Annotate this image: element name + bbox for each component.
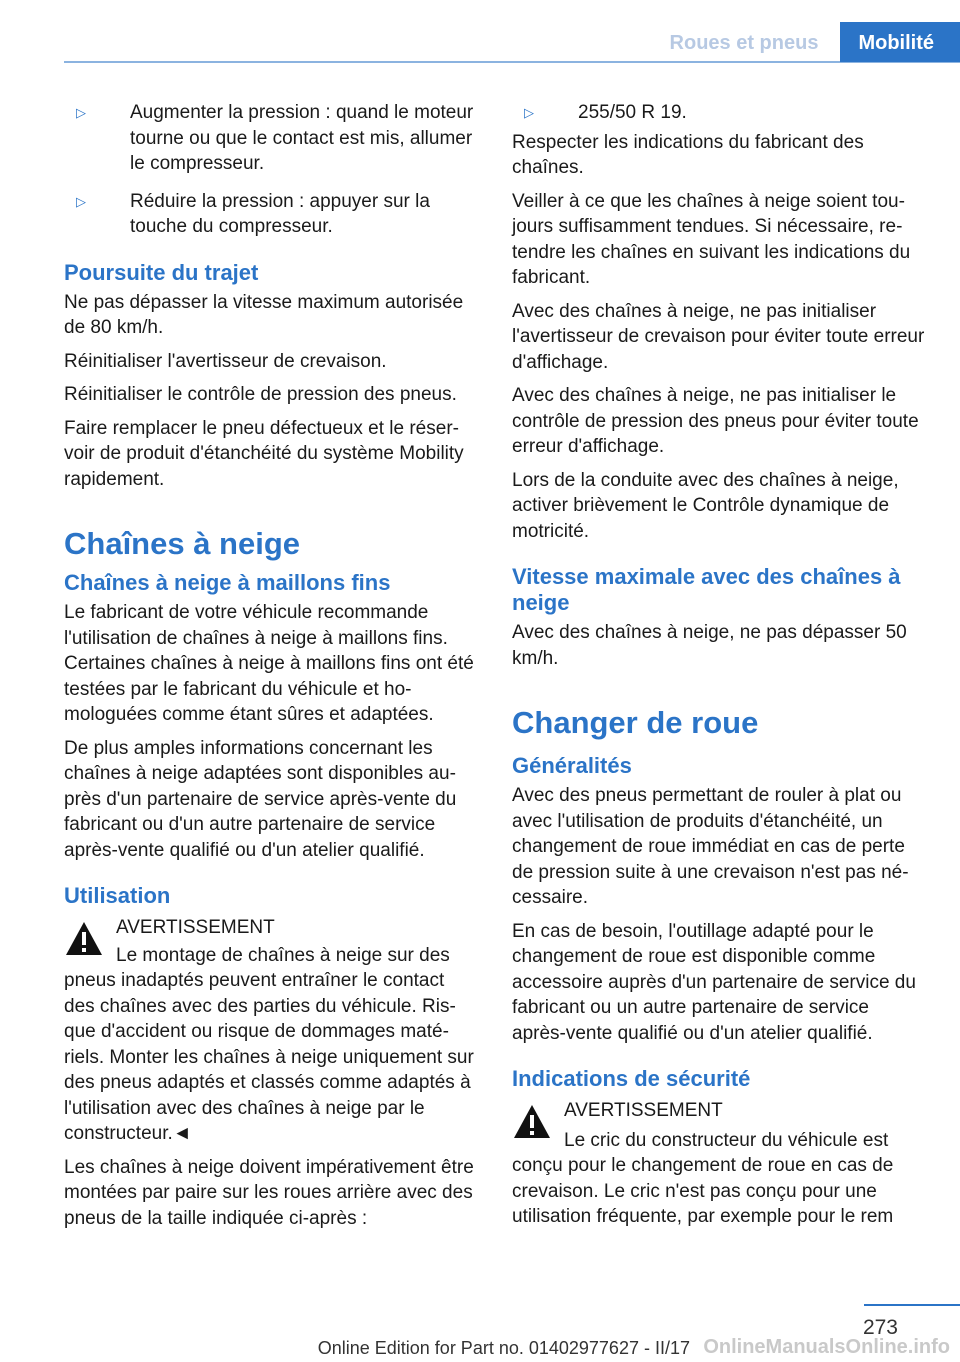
paragraph: Réinitialiser l'avertisseur de crevaison. bbox=[64, 350, 387, 372]
page-number: 273 bbox=[862, 1316, 898, 1339]
paragraph: Respecter les indications du fabricant des chaînes. bbox=[512, 131, 864, 178]
heading-maillons-fins: Chaînes à neige à maillons fins bbox=[64, 570, 391, 595]
triangle-right-icon: ▷ bbox=[76, 193, 86, 209]
paragraph: De plus amples informations concernant les chaînes à neige adaptées sont disponibles auprès d'un partenaire de service après-vente du fabricant ou d'un autre partenaire de service après-vente qualifié ou d'un atelier qualifié. bbox=[64, 737, 457, 861]
section-title-chaines: Chaînes à neige bbox=[64, 526, 301, 561]
warning-triangle-icon bbox=[64, 919, 104, 959]
paragraph: Faire remplacer le pneu défectueux et le réservoir de produit d'étanchéité du système Mobility rapidement. bbox=[64, 417, 464, 490]
paragraph: Avec des chaînes à neige, ne pas dépasser 50 km/h. bbox=[512, 622, 907, 669]
warning-text: Le montage de chaînes à neige sur des pneus inadaptés peuvent entraîner le contact des chaînes avec des parties du véhicule. Risque d'accident ou risque de dommages matériels. Monter les chaînes à neige uniquement sur des pneus adaptés et classés comme adaptés à l'utilisation avec des chaînes à neige par le constructeur.◄ bbox=[64, 944, 474, 1144]
heading-securite: Indications de sécurité bbox=[512, 1066, 751, 1091]
heading-generalites: Généralités bbox=[512, 753, 632, 778]
footer-divider bbox=[864, 1304, 960, 1306]
warning-title: AVERTISSEMENT bbox=[116, 917, 275, 938]
paragraph: Le fabricant de votre véhicule recommande l'utilisation de chaînes à neige à maillons fins. Certaines chaînes à neige à maillons fins ont été testées par le fabricant du véhicule et homologuées comme étant sûres et adaptées. bbox=[64, 602, 474, 725]
warning-block bbox=[64, 915, 480, 941]
paragraph: Lors de la conduite avec des chaînes à neige, activer brièvement le Contrôle dynamique de motricité. bbox=[512, 469, 899, 542]
paragraph: Les chaînes à neige doivent impérativement être montées par paire sur les roues arrière avec des pneus de la taille indiquée ci-après : bbox=[64, 1156, 474, 1229]
warning-triangle-icon bbox=[512, 1102, 552, 1142]
section-title-changer-roue: Changer de roue bbox=[512, 705, 759, 740]
left-column bbox=[64, 100, 480, 1239]
paragraph: Avec des chaînes à neige, ne pas initialiser l'avertisseur de crevaison pour éviter toute erreur d'affichage. bbox=[512, 300, 925, 373]
tab-mobilite[interactable]: Mobilité bbox=[840, 22, 960, 62]
triangle-right-icon: ▷ bbox=[524, 105, 534, 120]
paragraph: Veiller à ce que les chaînes à neige soient toujours suffisamment tendues. Si nécessaire, retendre les chaînes en suivant les indications du fabricant. bbox=[512, 190, 911, 288]
paragraph: Avec des chaînes à neige, ne pas initialiser le contrôle de pression des pneus pour éviter toute erreur d'affichage. bbox=[512, 385, 919, 457]
triangle-right-icon: ▷ bbox=[76, 105, 86, 120]
header-tabs bbox=[648, 22, 960, 62]
paragraph: En cas de besoin, l'outillage adapté pour le changement de roue est disponible comme accessoire auprès d'un partenaire de service du fabricant ou un autre partenaire de service après-vente qualifié ou d'un atelier qualifié. bbox=[512, 920, 916, 1044]
paragraph: Ne pas dépasser la vitesse maximum autorisée de 80 km/h. bbox=[64, 291, 464, 338]
list-item: ▷ 255/50 R 19. bbox=[512, 100, 928, 126]
warning-block bbox=[512, 1098, 928, 1124]
warning-text: Le cric du constructeur du véhicule est conçu pour le changement de roue en cas de crevaison. Le cric n'est pas conçu pour une utilisation fréquente, par exemple pour le rem bbox=[512, 1129, 894, 1227]
tab-roues-et-pneus[interactable]: Roues et pneus bbox=[648, 22, 841, 62]
heading-vitesse: Vitesse maximale avec des chaînes à neige bbox=[512, 564, 901, 615]
list-item: ▷ Réduire la pression : appuyer sur la touche du compresseur. bbox=[64, 189, 480, 240]
header-divider bbox=[64, 61, 960, 63]
heading-poursuite: Poursuite du trajet bbox=[64, 259, 259, 285]
paragraph: Réinitialiser le contrôle de pression des pneus. bbox=[64, 384, 457, 405]
watermark: OnlineManualsOnline.info bbox=[703, 1336, 950, 1358]
edition-footer: Online Edition for Part no. 01402977627 - II/17 bbox=[317, 1338, 690, 1358]
warning-title: AVERTISSEMENT bbox=[564, 1100, 723, 1121]
right-column bbox=[512, 100, 928, 1238]
paragraph: Avec des pneus permettant de rouler à plat ou avec l'utilisation de produits d'étanchéité, un changement de roue immédiat en cas de perte de pression suite à une crevaison n'est pas nécessaire. bbox=[512, 785, 909, 908]
heading-utilisation: Utilisation bbox=[64, 883, 171, 908]
list-item: ▷ Augmenter la pression : quand le moteur tourne ou que le contact est mis, allumer le compresseur. bbox=[64, 100, 480, 177]
